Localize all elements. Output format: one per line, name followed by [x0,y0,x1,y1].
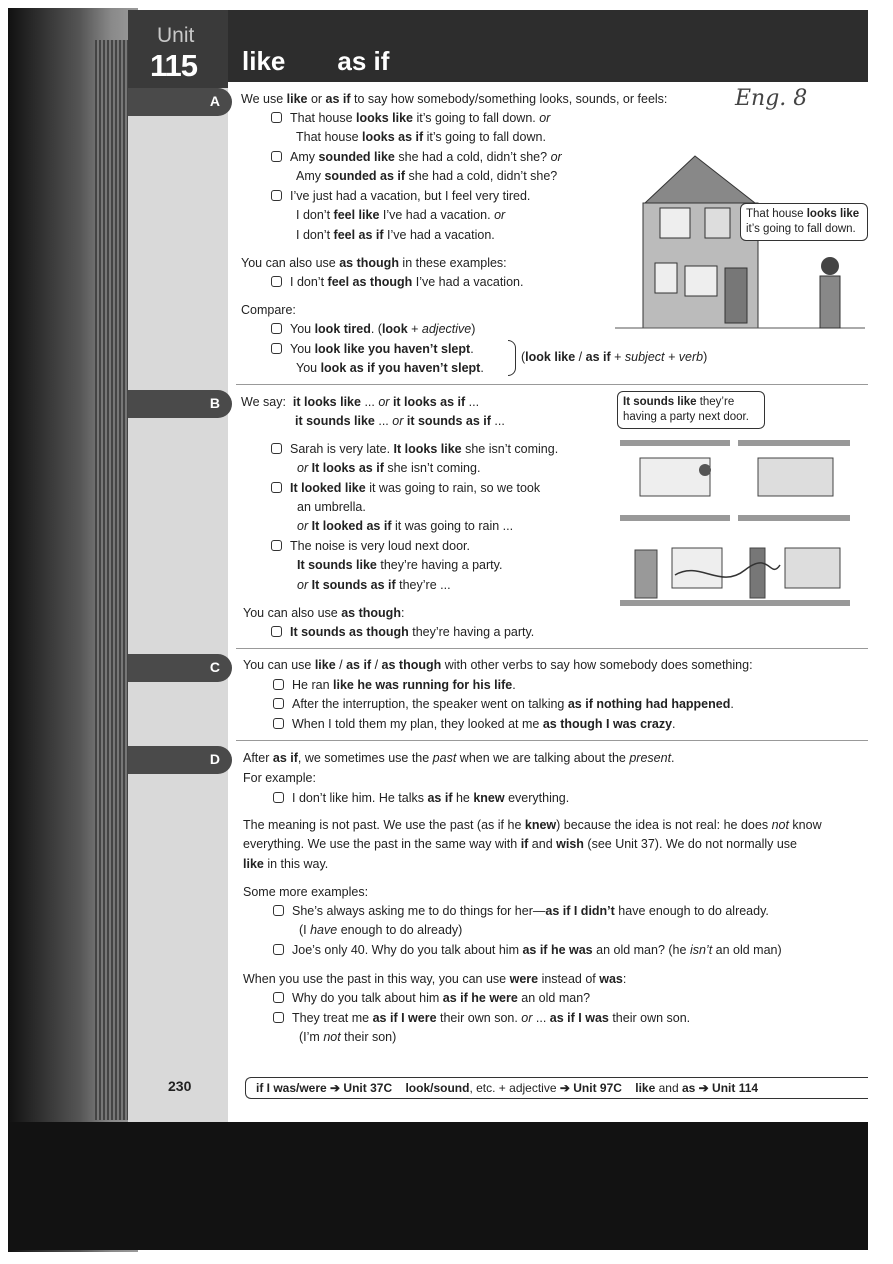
section-c-intro: You can use like / as if / as though with other verbs to say how somebody does something: [243,658,753,672]
speech-bubble: It sounds like they’re having a party next door. [617,391,765,429]
example-line: (I have enough to do already) [299,923,463,937]
example-line: It looked like it was going to rain, so we took [271,480,540,496]
example-line: He ran like he was running for his life. [273,677,516,693]
speech-bubble: That house looks like it’s going to fall down. [740,203,868,241]
text-line: Some more examples: [243,885,369,899]
bullet-icon [271,323,282,334]
example-line: After the interruption, the speaker went on talking as if nothing had happened. [273,696,734,712]
example-line: Joe’s only 40. Why do you talk about him as if he was an old man? (he isn’t an old man) [273,942,782,958]
divider [236,384,868,385]
example-line: You look tired. (look + adjective) [271,321,475,337]
text-line: After as if, we sometimes use the past when we are talking about the present. [243,751,675,765]
text-line: it sounds like ... or it sounds as if ... [295,414,505,428]
compare-note: (look like / as if + subject + verb) [521,350,708,364]
brace [508,340,516,376]
text-line: For example: [243,771,316,785]
example-line: The noise is very loud next door. [271,538,470,554]
text-line: everything. We use the past in the same way with if and wish (see Unit 37). We do not normally use [243,837,797,851]
text-line: When you use the past in this way, you can use were instead of was: [243,972,627,986]
example-line: You look as if you haven’t slept. [296,361,484,375]
book-binding [95,40,130,1120]
example-line: or It sounds as if they’re ... [297,578,451,592]
example-line: I’ve just had a vacation, but I feel very tired. [271,188,530,204]
example-line: Why do you talk about him as if he were an old man? [273,990,590,1006]
section-tab-a: A [128,88,232,116]
example-line: It sounds like they’re having a party. [297,558,503,572]
left-column [128,88,228,1122]
cross-reference-bar: if I was/were ➔ Unit 37C look/sound, etc. + adjective ➔ Unit 97C like and as ➔ Unit 114 [245,1077,868,1099]
bullet-icon [273,905,284,916]
section-tab-d: D [128,746,232,774]
text-line: The meaning is not past. We use the past (as if he knew) because the idea is not real: he does not know [243,818,822,832]
bullet-icon [271,276,282,287]
text-line: You can also use as though: [243,606,405,620]
bullet-icon [271,112,282,123]
example-line: It sounds as though they’re having a party. [271,624,534,640]
page-number: 230 [168,1078,192,1094]
bullet-icon [273,944,284,955]
example-line: I don’t feel as though I’ve had a vacation. [271,274,523,290]
section-tab-c: C [128,654,232,682]
apartment-illustration [620,440,854,612]
section-a-intro: We use like or as if to say how somebody/something looks, sounds, or feels: [241,92,668,106]
bullet-icon [273,792,284,803]
text-line: like in this way. [243,857,329,871]
page-title [242,46,389,77]
example-line: When I told them my plan, they looked at me as though I was crazy. [273,716,676,732]
section-tab-b: B [128,390,232,418]
example-line: I don’t like him. He talks as if he knew everything. [273,790,569,806]
bullet-icon [273,679,284,690]
scan-border [8,1122,868,1250]
example-line: That house looks as if it’s going to fall down. [296,130,546,144]
bullet-icon [273,992,284,1003]
divider [236,740,868,741]
handwritten-note: Eng. 8 [735,86,808,111]
bullet-icon [271,343,282,354]
divider [236,648,868,649]
example-line: I don’t feel as if I’ve had a vacation. [296,228,495,242]
example-line: Sarah is very late. It looks like she isn’t coming. [271,441,558,457]
unit-number: 115 [150,48,198,83]
title-bar [128,10,868,82]
bullet-icon [273,698,284,709]
example-line: Amy sounded like she had a cold, didn’t she? or [271,149,562,165]
example-line: an umbrella. [297,500,366,514]
bullet-icon [271,540,282,551]
bullet-icon [271,151,282,162]
example-line: You look like you haven’t slept. [271,341,474,357]
bullet-icon [273,1012,284,1023]
bullet-icon [271,443,282,454]
example-line: Amy sounded as if she had a cold, didn’t she? [296,169,558,183]
unit-label: Unit [157,24,195,47]
example-line: I don’t feel like I’ve had a vacation. or [296,208,506,222]
bullet-icon [271,626,282,637]
example-line: That house looks like it’s going to fall down. or [271,110,550,126]
title-as-if: as if [337,46,390,76]
example-line: or It looks as if she isn’t coming. [297,461,481,475]
example-line: or It looked as if it was going to rain ... [297,519,514,533]
bullet-icon [273,718,284,729]
example-line: They treat me as if I were their own son. or ... as if I was their own son. [273,1010,690,1026]
title-like: like [242,46,286,76]
bullet-icon [271,190,282,201]
text-line: We say: it looks like ... or it looks as if ... [241,395,480,409]
bullet-icon [271,482,282,493]
example-line: (I’m not their son) [299,1030,397,1044]
example-line: She’s always asking me to do things for her—as if I didn’t have enough to do already. [273,903,769,919]
text-line: You can also use as though in these examples: [241,256,507,270]
text-line: Compare: [241,303,296,317]
